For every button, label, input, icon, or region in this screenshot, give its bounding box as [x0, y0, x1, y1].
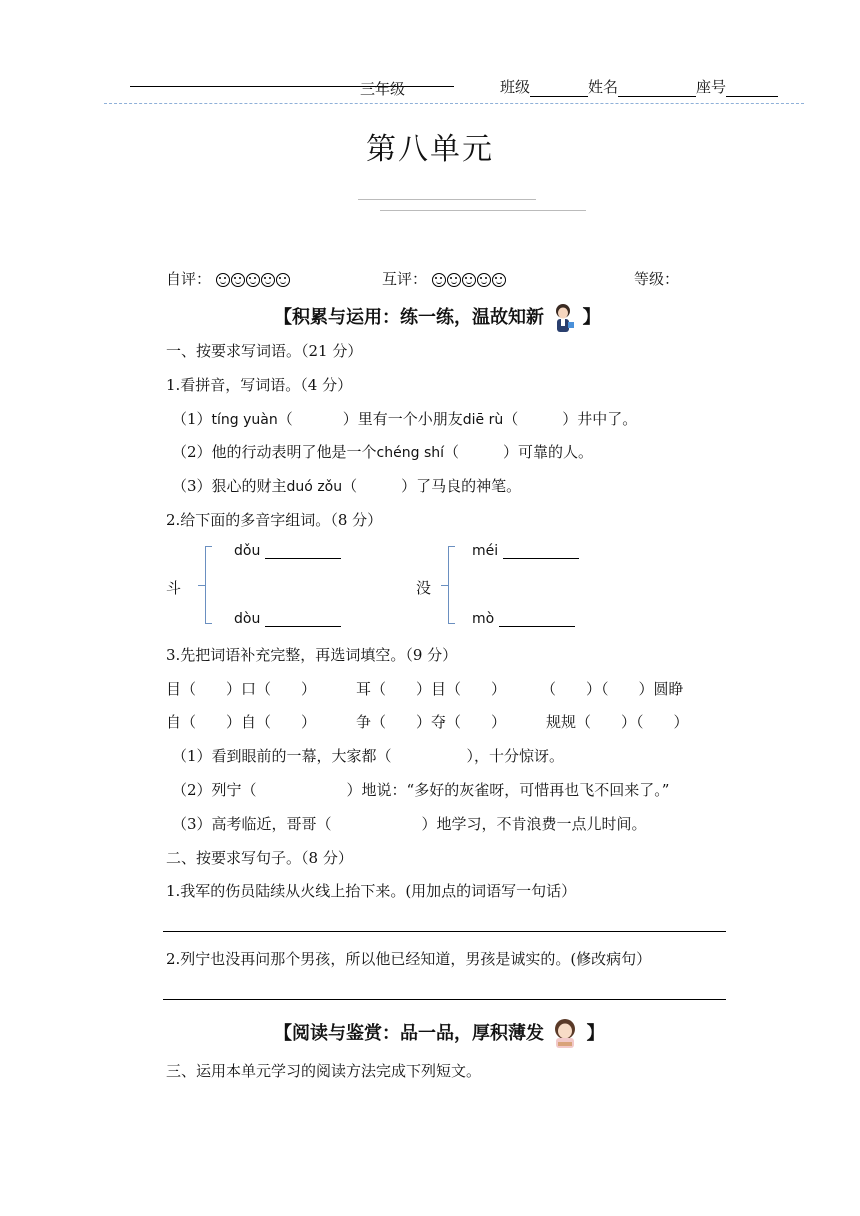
- idiom-4[interactable]: 自（ ）自（ ）: [166, 713, 317, 731]
- section-heading-close: 】: [586, 1023, 605, 1044]
- idiom-2[interactable]: 耳（ ）目（ ）: [356, 680, 507, 698]
- q1-2-prefix: （2）他的行动表明了他是一个: [172, 443, 377, 461]
- dou3-item: [234, 542, 341, 559]
- page-title: 第八单元: [366, 132, 494, 167]
- title-underline-2: [380, 210, 586, 211]
- smiley-icon[interactable]: [216, 273, 230, 287]
- q1-1-middle: ）里有一个小朋友: [342, 410, 463, 428]
- pinyin-dou3: dǒu: [234, 543, 261, 559]
- smiley-icon[interactable]: [492, 273, 506, 287]
- dou4-blank[interactable]: [265, 610, 341, 627]
- peer-eval-smileys[interactable]: [432, 270, 507, 288]
- q1-1-suffix: ）井中了。: [562, 410, 638, 428]
- student-avatar-icon: [550, 1018, 580, 1050]
- peer-eval: [382, 268, 507, 289]
- part2-heading: 二、按要求写句子。（8 分）: [166, 849, 353, 867]
- dou4-item: [234, 610, 341, 627]
- smiley-icon[interactable]: [462, 273, 476, 287]
- q1-line-2: [172, 441, 593, 462]
- pinyin-mei2: méi: [472, 543, 499, 559]
- smiley-icon[interactable]: [276, 273, 290, 287]
- idiom-5[interactable]: 争（ ）夺（ ）: [356, 713, 507, 731]
- teacher-avatar-icon: [550, 302, 576, 334]
- smiley-icon[interactable]: [447, 273, 461, 287]
- q3-sentence-1[interactable]: （1）看到眼前的一幕，大家都（ ），十分惊讶。: [172, 747, 565, 765]
- level-label: 等级：: [634, 270, 680, 288]
- seat-label: 座号: [696, 78, 727, 96]
- smiley-icon[interactable]: [261, 273, 275, 287]
- dou3-blank[interactable]: [265, 542, 341, 559]
- answer-line-1[interactable]: [163, 931, 726, 932]
- grade-label: 三年级: [360, 80, 406, 98]
- mei2-item: [472, 542, 579, 559]
- class-field[interactable]: [500, 76, 778, 97]
- q1-heading: 1.看拼音，写词语。（4 分）: [166, 376, 353, 394]
- section-heading-reading: [274, 1018, 605, 1050]
- q1-1-prefix: （1）: [172, 410, 212, 428]
- polyphone-char-dou: 斗: [166, 579, 182, 597]
- header-rule: [130, 86, 454, 87]
- q1-3-suffix: ）了马良的神笔。: [401, 477, 522, 495]
- paren-open: （: [444, 443, 460, 461]
- pinyin-cheng-shi: chéng shí: [376, 445, 444, 461]
- self-eval-smileys[interactable]: [216, 270, 291, 288]
- class-blank[interactable]: [530, 80, 588, 97]
- brace-tick-1: [198, 585, 206, 586]
- answer-line-2[interactable]: [163, 999, 726, 1000]
- name-blank[interactable]: [618, 80, 696, 97]
- brace-left-1: [205, 546, 212, 624]
- paren-open: （: [503, 410, 519, 428]
- header-dashed-divider: [104, 103, 804, 104]
- q1-2-suffix: ）可靠的人。: [503, 443, 594, 461]
- peer-eval-label: 互评：: [382, 270, 428, 288]
- pinyin-dou4: dòu: [234, 611, 261, 627]
- q3-sentence-2[interactable]: （2）列宁（ ）地说：“多好的灰雀呀，可惜再也飞不回来了。”: [172, 781, 670, 799]
- q2-heading: 2.给下面的多音字组词。（8 分）: [166, 511, 383, 529]
- seat-blank[interactable]: [726, 80, 778, 97]
- idiom-1[interactable]: 目（ ）口（ ）: [166, 680, 317, 698]
- idiom-3[interactable]: （ ）（ ）圆睁: [541, 680, 684, 698]
- section-heading-close: 】: [582, 307, 601, 328]
- brace-tick-2: [441, 585, 449, 586]
- pinyin-duo-zou: duó zǒu: [286, 479, 343, 495]
- part2-q1: 1.我军的伤员陆续从火线上抬下来。(用加点的词语写一句话）: [166, 882, 577, 900]
- section-heading-accumulation: [274, 302, 601, 334]
- smiley-icon[interactable]: [231, 273, 245, 287]
- self-eval: [166, 268, 291, 289]
- part3-heading: 三、运用本单元学习的阅读方法完成下列短文。: [166, 1062, 482, 1080]
- q1-3-prefix: （3）狠心的财主: [172, 477, 287, 495]
- pinyin-mo4: mò: [472, 611, 495, 627]
- part2-q2: 2.列宁也没再问那个男孩，所以他已经知道，男孩是诚实的。(修改病句）: [166, 950, 652, 968]
- title-underline-1: [358, 199, 536, 200]
- q1-line-3: [172, 475, 521, 496]
- part1-heading: 一、按要求写词语。（21 分）: [166, 342, 363, 360]
- paren-open: （: [277, 410, 293, 428]
- paren-open: （: [342, 477, 358, 495]
- smiley-icon[interactable]: [246, 273, 260, 287]
- section-heading-text: 【积累与运用：练一练，温故知新: [274, 307, 544, 328]
- self-eval-label: 自评：: [166, 270, 212, 288]
- brace-left-2: [448, 546, 455, 624]
- pinyin-die-ru: diē rù: [462, 412, 504, 428]
- q1-line-1: [172, 408, 637, 429]
- smiley-icon[interactable]: [432, 273, 446, 287]
- smiley-icon[interactable]: [477, 273, 491, 287]
- idiom-6[interactable]: 规规（ ）（ ）: [546, 713, 689, 731]
- q3-sentence-3[interactable]: （3）高考临近，哥哥（ ）地学习，不肯浪费一点儿时间。: [172, 815, 647, 833]
- mo4-item: [472, 610, 575, 627]
- polyphone-char-mei: 没: [416, 579, 432, 597]
- name-label: 姓名: [588, 78, 619, 96]
- pinyin-ting-yuan: tíng yuàn: [211, 412, 278, 428]
- mei2-blank[interactable]: [503, 542, 579, 559]
- section-heading-text: 【阅读与鉴赏：品一品，厚积薄发: [274, 1023, 544, 1044]
- class-label: 班级: [500, 78, 531, 96]
- q3-heading: 3.先把词语补充完整，再选词填空。（9 分）: [166, 646, 458, 664]
- mo4-blank[interactable]: [499, 610, 575, 627]
